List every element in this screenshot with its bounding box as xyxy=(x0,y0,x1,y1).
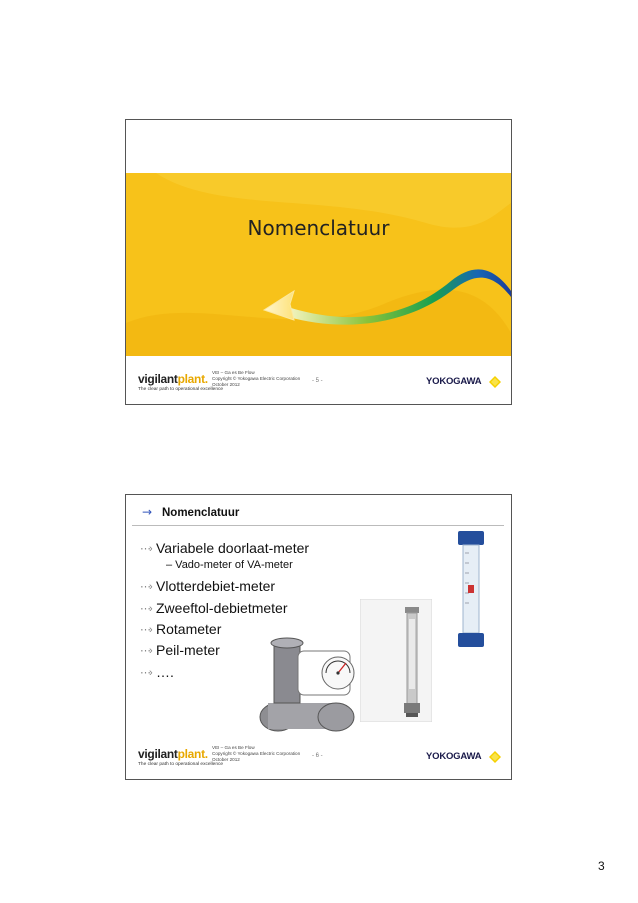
bullet-item: ⋯› Peil-meter xyxy=(140,642,220,658)
va-meter-image xyxy=(256,637,366,739)
logo-tagline: The clear path to operational excellence xyxy=(138,762,224,767)
logo-tagline: The clear path to operational excellence xyxy=(138,387,224,392)
slide-page-number: - 6 - xyxy=(312,753,323,759)
logo-dot: . xyxy=(204,747,208,761)
bullet-arrow-icon: ⋯› xyxy=(140,543,151,555)
bullet-arrow-icon: ⋯› xyxy=(140,645,151,657)
right-arrow-icon: → xyxy=(142,505,153,519)
slide-5 xyxy=(125,119,512,405)
slide-footer xyxy=(126,737,511,779)
yokogawa-wordmark: YOKOGAWA xyxy=(426,751,482,762)
bullet-item: ⋯› Variabele doorlaat-meter xyxy=(140,540,310,556)
footer-line-2: Copyright © Yokogawa Electric Corporation xyxy=(212,376,301,381)
footer-info xyxy=(212,745,300,763)
footer-line-1: VEI – Ga es Be Flow xyxy=(212,745,255,750)
logo-dot: . xyxy=(204,372,208,386)
yokogawa-diamond-icon xyxy=(489,751,501,763)
slide-header xyxy=(132,503,504,526)
glass-tube-rotameter-image xyxy=(454,531,490,649)
document-page-number: 3 xyxy=(598,859,605,873)
vigilantplant-logo xyxy=(138,372,223,392)
footer-line-3: October 2012 xyxy=(212,757,240,762)
logo-main-text: vigilant xyxy=(138,747,178,761)
bullet-arrow-icon: ⋯› xyxy=(140,624,151,636)
sub-bullet-item: – Vado-meter of VA-meter xyxy=(166,559,293,571)
bullet-item: ⋯› Zweeftol-debietmeter xyxy=(140,600,288,616)
yokogawa-wordmark: YOKOGAWA xyxy=(426,376,482,387)
metal-tube-rotameter-image xyxy=(360,599,432,722)
bullet-arrow-icon: ⋯› xyxy=(140,581,151,593)
swoosh-graphic xyxy=(126,173,511,356)
slide-6 xyxy=(125,494,512,780)
logo-accent-text: plant xyxy=(177,372,205,386)
slide-header-title: Nomenclatuur xyxy=(162,507,240,519)
logo-accent-text: plant xyxy=(177,747,205,761)
vigilantplant-logo xyxy=(138,747,223,767)
title-band xyxy=(126,173,511,356)
bullet-item: ⋯› Vlotterdebiet-meter xyxy=(140,578,276,594)
bullet-arrow-icon: ⋯› xyxy=(140,667,151,679)
footer-line-1: VEI – Ga es Be Flow xyxy=(212,370,255,375)
footer-line-2: Copyright © Yokogawa Electric Corporation xyxy=(212,751,301,756)
slide-footer xyxy=(126,362,511,404)
slide-page-number: - 5 - xyxy=(312,378,323,384)
slide-title: Nomenclatuur xyxy=(247,216,390,240)
bullet-item: ⋯› …. xyxy=(140,664,174,680)
bullet-item: ⋯› Rotameter xyxy=(140,621,222,637)
footer-line-3: October 2012 xyxy=(212,382,240,387)
bullet-arrow-icon: ⋯› xyxy=(140,603,151,615)
footer-info xyxy=(212,370,300,388)
logo-main-text: vigilant xyxy=(138,372,178,386)
yokogawa-diamond-icon xyxy=(489,376,501,388)
